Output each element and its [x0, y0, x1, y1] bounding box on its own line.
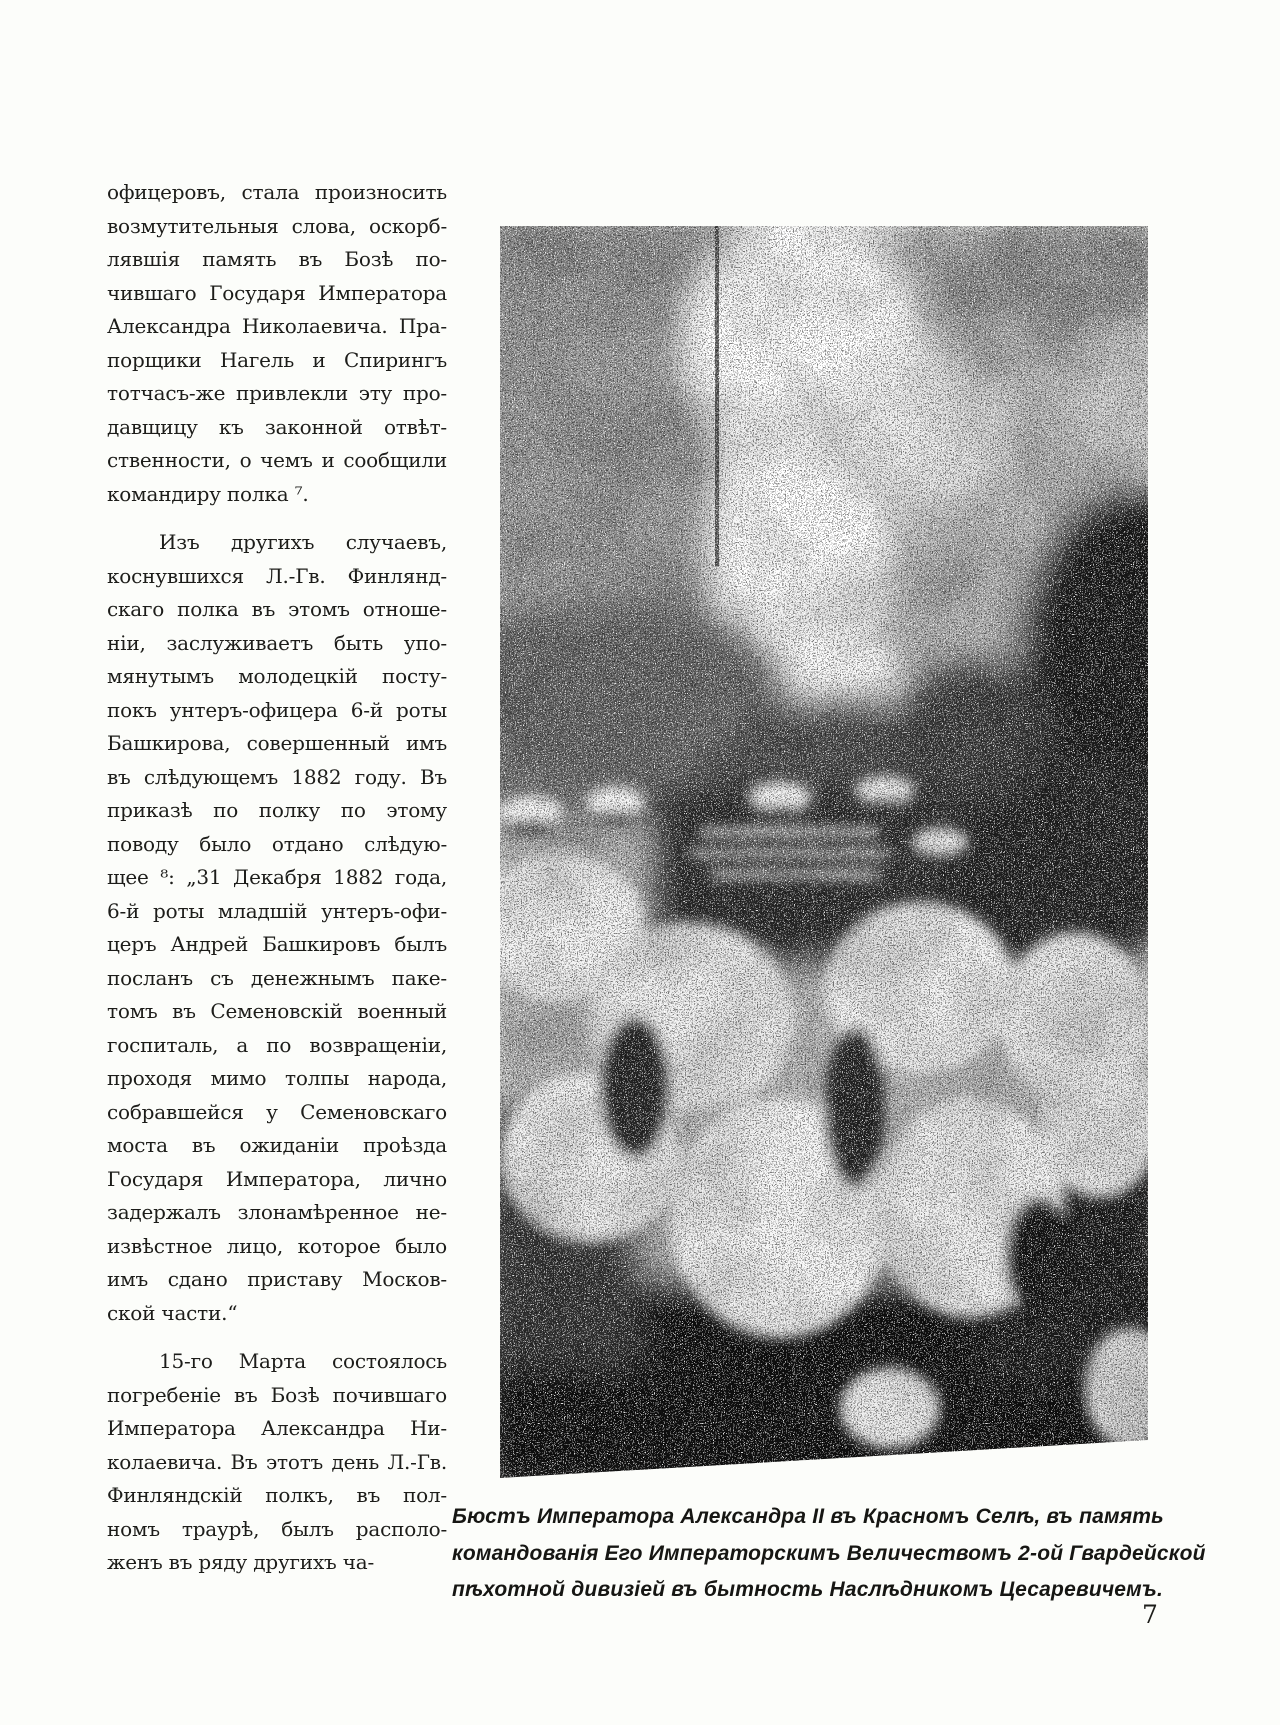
photo-art: [500, 226, 1148, 1478]
paragraph: [107, 176, 447, 511]
page-number: 7: [1142, 1600, 1158, 1629]
photo-figure: [500, 226, 1148, 1478]
photo-caption: [452, 1499, 1206, 1609]
photograph: [500, 226, 1148, 1478]
text-line: ніи, заслуживаетъ быть упо-: [107, 630, 447, 655]
text-line: Бюстъ Императора Александра II въ Красномъ Селѣ, въ память: [452, 1505, 1164, 1528]
text-line: номъ траурѣ, былъ располо-: [107, 1516, 447, 1541]
body-text-column: [107, 176, 447, 1580]
text-line: задержалъ злонамѣренное не-: [107, 1200, 447, 1224]
text-line: коснувшихся Л.-Гв. Финлянд-: [107, 563, 447, 588]
text-line: командиру полка ⁷.: [107, 481, 309, 506]
text-line: давщицу къ законной отвѣт-: [107, 414, 447, 439]
text-line: скаго полка въ этомъ отноше-: [107, 597, 447, 621]
text-line: имъ сдано приставу Москов-: [107, 1267, 447, 1291]
text-line: Изъ другихъ случаевъ,: [159, 530, 447, 554]
text-line: Императора Александра Ни-: [107, 1416, 447, 1440]
text-line: погребеніе въ Бозѣ почившаго: [107, 1382, 447, 1407]
paragraph: [107, 526, 447, 1330]
text-line: извѣстное лицо, которое было: [107, 1233, 447, 1258]
text-line: чившаго Государя Императора: [107, 280, 447, 305]
text-line: собравшейся у Семеновскаго: [107, 1099, 447, 1124]
text-line: церъ Андрей Башкировъ былъ: [107, 932, 447, 956]
text-line: проходя мимо толпы народа,: [107, 1066, 447, 1090]
text-line: приказѣ по полку по этому: [107, 798, 447, 822]
text-line: тотчасъ-же привлекли эту про-: [107, 381, 447, 405]
text-line: женъ въ ряду другихъ ча-: [107, 1550, 375, 1574]
text-line: пѣхотной дивизіей въ бытность Наслѣдникомъ Цесаревичемъ.: [452, 1578, 1163, 1601]
text-line: 6-й роты младшій унтеръ-офи-: [107, 898, 447, 923]
text-line: поводу было отдано слѣдую-: [107, 831, 447, 856]
text-line: 15-го Марта состоялось: [159, 1349, 447, 1373]
text-line: Башкирова, совершенный имъ: [107, 731, 447, 755]
text-line: командованія Его Императорскимъ Величествомъ 2-ой Гвардейской: [452, 1541, 1206, 1565]
text-line: ской части.“: [107, 1300, 238, 1325]
text-line: томъ въ Семеновскій военный: [107, 999, 447, 1023]
text-line: Александра Николаевича. Пра-: [107, 314, 447, 338]
text-line: въ слѣдующемъ 1882 году. Въ: [107, 764, 447, 789]
text-line: посланъ съ денежнымъ паке-: [107, 965, 447, 990]
text-line: покъ унтеръ-офицера 6-й роты: [107, 697, 447, 722]
text-line: моста въ ожиданіи проѣзда: [107, 1133, 447, 1157]
text-line: порщики Нагель и Спирингъ: [107, 347, 447, 372]
text-line: Финляндскій полкъ, въ пол-: [107, 1483, 447, 1507]
text-line: колаевича. Въ этотъ день Л.-Гв.: [107, 1449, 447, 1474]
text-line: Государя Императора, лично: [107, 1166, 447, 1191]
paragraph: [107, 1345, 447, 1580]
text-line: щее ⁸: „31 Декабря 1882 года,: [107, 865, 447, 889]
text-line: мянутымъ молодецкій посту-: [107, 664, 447, 688]
text-line: госпиталь, а по возвращеніи,: [107, 1032, 447, 1057]
text-line: возмутительныя слова, оскорб-: [107, 213, 447, 238]
text-line: ственности, о чемъ и сообщили: [107, 448, 447, 472]
text-line: офицеровъ, стала произносить: [107, 180, 447, 204]
text-line: лявшія память въ Бозѣ по-: [107, 247, 447, 271]
